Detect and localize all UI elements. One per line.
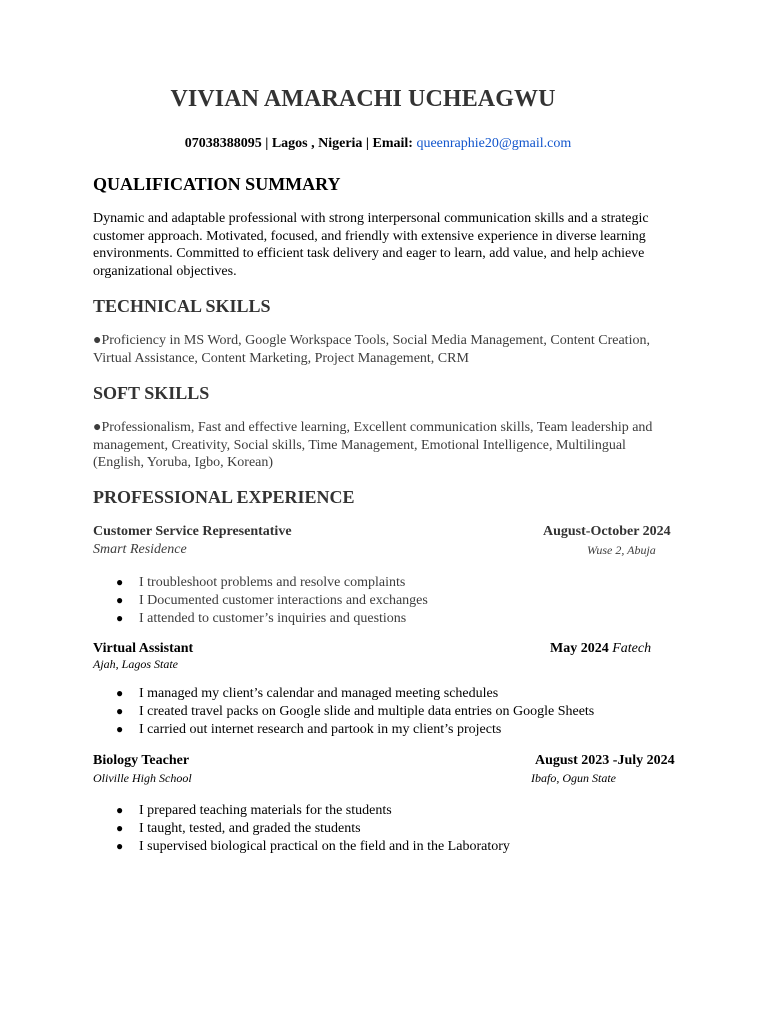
contact-line bbox=[0, 136, 756, 152]
list-item bbox=[116, 703, 594, 721]
duty-text: I carried out internet research and partook in my client’s projects bbox=[139, 721, 502, 737]
duty-text: I attended to customer’s inquiries and questions bbox=[139, 610, 407, 626]
qualification-summary-text bbox=[93, 210, 673, 280]
job-duties-list bbox=[116, 802, 510, 855]
technical-skills-text bbox=[93, 332, 673, 367]
summary-line: Dynamic and adaptable professional with strong interpersonal communication skills and a strategic bbox=[93, 211, 649, 226]
job-company: Smart Residence bbox=[93, 542, 187, 557]
job-location: Ajah, Lagos State bbox=[93, 657, 179, 671]
job-company: Oliville High School bbox=[93, 771, 192, 785]
job-date: August-October 2024 bbox=[543, 524, 671, 539]
skills-line: ●Professionalism, Fast and effective learning, Excellent communication skills, Team leadership and bbox=[93, 420, 653, 435]
list-item bbox=[116, 592, 428, 610]
candidate-name: VIVIAN AMARACHI UCHEAGWU bbox=[170, 86, 556, 112]
duty-text: I prepared teaching materials for the students bbox=[139, 803, 392, 818]
job-title: Biology Teacher bbox=[93, 753, 190, 768]
summary-line: customer approach. Motivated, focused, and friendly with extensive experience in diverse learning bbox=[93, 228, 646, 244]
bullet-icon: ● bbox=[116, 803, 124, 817]
summary-line: organizational objectives. bbox=[93, 263, 237, 279]
summary-line: environments. Committed to efficient task delivery and eager to learn, add value, and help achieve bbox=[93, 246, 645, 262]
job-location: Wuse 2, Abuja bbox=[587, 543, 656, 557]
bullet-icon: ● bbox=[116, 838, 124, 853]
bullet-icon: ● bbox=[116, 721, 124, 736]
list-item bbox=[116, 802, 510, 820]
job-date-text: May 2024 bbox=[550, 641, 609, 656]
bullet-icon: ● bbox=[116, 686, 124, 700]
bullet-icon: ● bbox=[116, 703, 124, 718]
skills-line: Virtual Assistance, Content Marketing, Project Management, CRM bbox=[93, 350, 469, 366]
soft-skills-heading: SOFT SKILLS bbox=[93, 383, 210, 403]
professional-experience-heading: PROFESSIONAL EXPERIENCE bbox=[93, 487, 355, 507]
bullet-icon: ● bbox=[116, 820, 124, 835]
list-item bbox=[116, 685, 594, 703]
duty-text: I supervised biological practical on the field and in the Laboratory bbox=[139, 838, 510, 854]
duty-text: I taught, tested, and graded the students bbox=[139, 820, 361, 836]
list-item bbox=[116, 721, 594, 739]
bullet-icon: ● bbox=[116, 592, 124, 607]
job-company-inline: Fatech bbox=[612, 641, 652, 656]
skills-line: management, Creativity, Social skills, Time Management, Emotional Intelligence, Multilingual bbox=[93, 437, 626, 453]
duty-text: I created travel packs on Google slide and multiple data entries on Google Sheets bbox=[139, 703, 595, 719]
duty-text: I Documented customer interactions and exchanges bbox=[139, 592, 428, 608]
list-item bbox=[116, 610, 428, 628]
job-date: August 2023 -July 2024 bbox=[535, 753, 675, 768]
job-title: Virtual Assistant bbox=[93, 641, 194, 656]
duty-text: I troubleshoot problems and resolve complaints bbox=[139, 575, 406, 590]
technical-skills-heading: TECHNICAL SKILLS bbox=[93, 296, 271, 316]
skills-line: (English, Yoruba, Igbo, Korean) bbox=[93, 455, 274, 471]
job-location: Ibafo, Ogun State bbox=[531, 771, 616, 785]
duty-text: I managed my client’s calendar and managed meeting schedules bbox=[139, 686, 499, 701]
skills-line: ●Proficiency in MS Word, Google Workspace Tools, Social Media Management, Content Creation, bbox=[93, 333, 650, 348]
list-item bbox=[116, 574, 428, 592]
list-item bbox=[116, 820, 510, 838]
job-duties-list bbox=[116, 574, 428, 627]
contact-details: 07038388095 | Lagos , Nigeria | Email: bbox=[184, 136, 417, 151]
job-duties-list bbox=[116, 685, 594, 738]
qualification-summary-heading: QUALIFICATION SUMMARY bbox=[93, 174, 341, 194]
bullet-icon: ● bbox=[116, 575, 124, 589]
bullet-icon: ● bbox=[116, 610, 124, 625]
job-title: Customer Service Representative bbox=[93, 524, 292, 539]
email-link[interactable]: queenraphie20@gmail.com bbox=[416, 136, 572, 151]
job-date bbox=[550, 641, 651, 657]
list-item bbox=[116, 838, 510, 856]
soft-skills-text bbox=[93, 419, 673, 472]
